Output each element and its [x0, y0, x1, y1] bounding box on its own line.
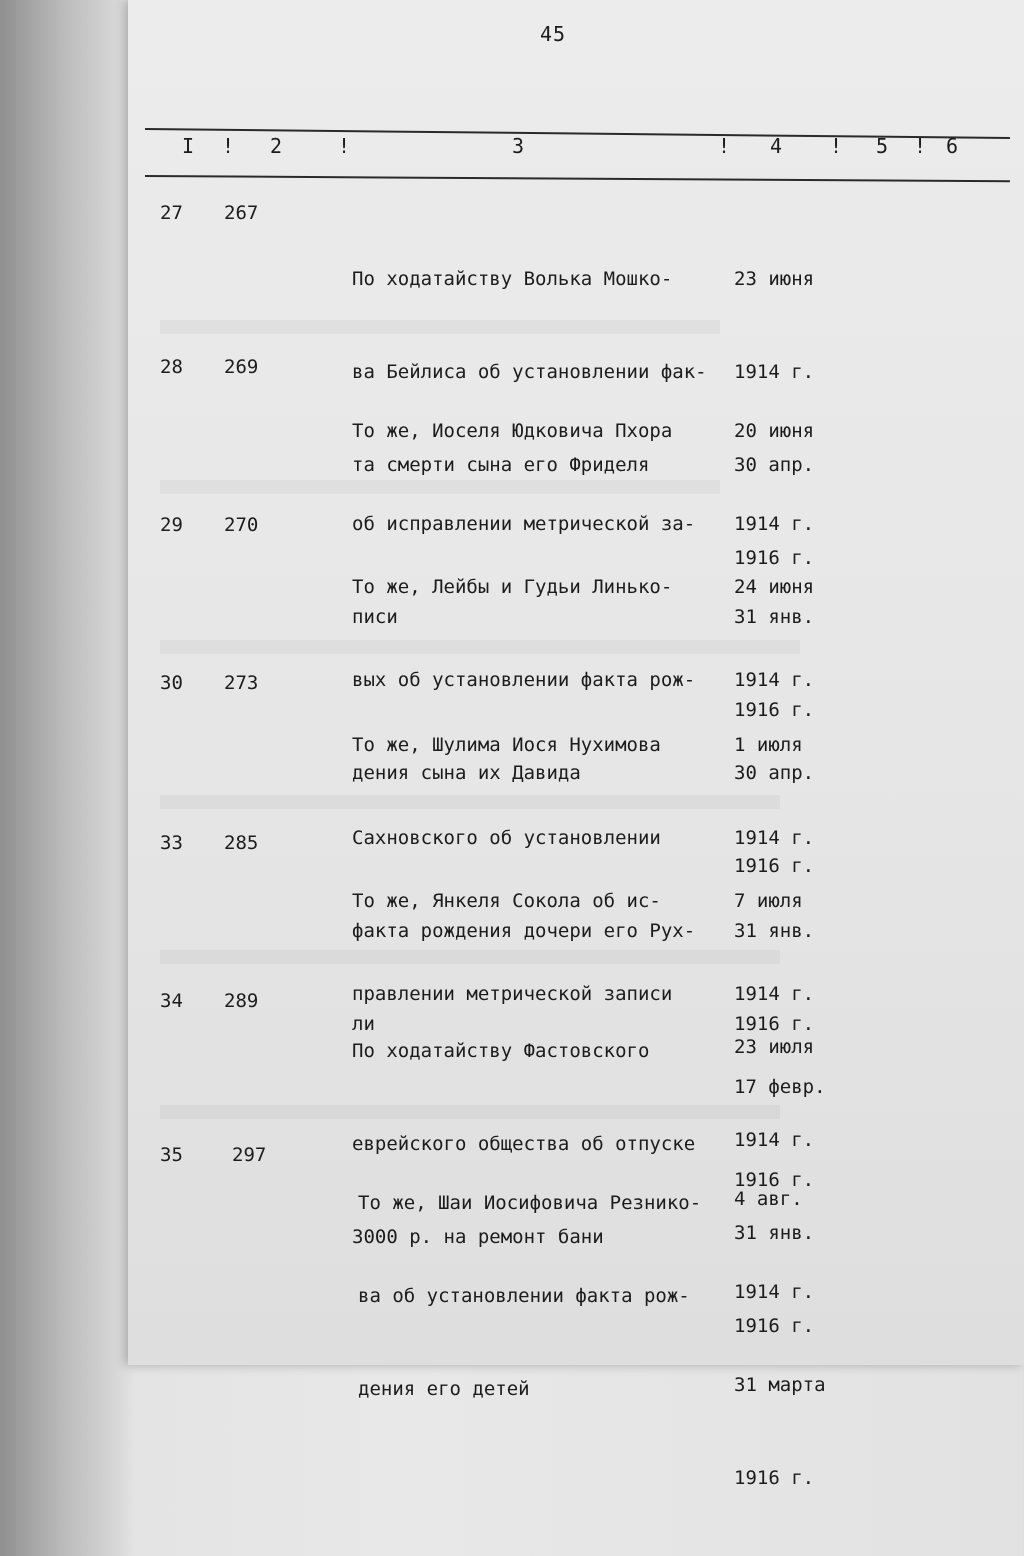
- case-number: 273: [224, 672, 259, 694]
- description-line: То же, Иоселя Юдковича Пхора: [352, 420, 673, 442]
- description-line: Сахновского об установлении: [352, 827, 661, 849]
- start-date: 1 июля: [734, 734, 803, 756]
- row-number: 34: [160, 990, 183, 1012]
- table-row: [0, 1140, 1024, 1489]
- start-date: 20 июня: [734, 420, 815, 442]
- end-date: 17 февр.: [734, 1076, 826, 1098]
- description-line: То же, Лейбы и Гудьи Линько-: [352, 576, 673, 598]
- description-line: По ходатайству Фастовского: [352, 1040, 650, 1062]
- column-separator: !: [222, 134, 235, 158]
- case-number: 289: [224, 990, 259, 1012]
- end-year: 1916 г.: [734, 699, 815, 721]
- description-line: правлении метрической записи: [352, 983, 673, 1005]
- start-year: 1914 г.: [734, 983, 815, 1005]
- start-year: 1914 г.: [734, 669, 815, 691]
- row-number: 33: [160, 832, 183, 854]
- end-date: 30 апр.: [734, 762, 815, 784]
- page-number: 45: [540, 22, 567, 46]
- column-separator: !: [914, 134, 927, 158]
- description-line: ва Бейлиса об установлении фак-: [352, 361, 707, 383]
- row-number: 28: [160, 356, 183, 378]
- description-line: То же, Шулима Иося Нухимова: [352, 734, 661, 756]
- case-number: 267: [224, 202, 259, 224]
- end-date: 31 марта: [734, 1374, 826, 1396]
- end-year: 1916 г.: [734, 1013, 815, 1035]
- column-3-header: 3: [512, 134, 525, 158]
- description-line: факта рождения дочери его Рух-: [352, 920, 696, 942]
- column-6-header: 6: [946, 134, 959, 158]
- description-line: То же, Янкеля Сокола об ис-: [352, 890, 661, 912]
- column-separator: !: [338, 134, 351, 158]
- row-number: 29: [160, 514, 183, 536]
- description-line: еврейского общества об отпуске: [352, 1133, 696, 1155]
- start-date: 23 июля: [734, 1036, 815, 1058]
- description-line: писи: [352, 606, 398, 628]
- end-year: 1916 г.: [734, 855, 815, 877]
- end-date: 31 янв.: [734, 920, 815, 942]
- column-separator: !: [718, 134, 731, 158]
- description-line: По ходатайству Волька Мошко-: [352, 268, 673, 290]
- end-year: 1916 г.: [734, 1315, 815, 1337]
- description-line: вых об установлении факта рож-: [352, 669, 696, 691]
- start-date: 7 июля: [734, 890, 803, 912]
- column-5-header: 5: [876, 134, 889, 158]
- case-number: 285: [224, 832, 259, 854]
- column-2-header: 2: [270, 134, 283, 158]
- start-year: 1914 г.: [734, 361, 815, 383]
- case-number: 269: [224, 356, 259, 378]
- start-year: 1914 г.: [734, 1129, 815, 1151]
- start-date: 4 авг.: [734, 1188, 803, 1210]
- row-number: 30: [160, 672, 183, 694]
- end-year: 1916 г.: [734, 547, 815, 569]
- start-year: 1914 г.: [734, 827, 815, 849]
- description-line: дения сына их Давида: [352, 762, 581, 784]
- end-date: 31 янв.: [734, 606, 815, 628]
- case-dates: [734, 1122, 844, 1556]
- end-date: 31 янв.: [734, 1222, 815, 1244]
- column-1-header: I: [182, 134, 195, 158]
- start-year: 1914 г.: [734, 513, 815, 535]
- column-4-header: 4: [770, 134, 783, 158]
- start-date: 23 июня: [734, 268, 815, 290]
- start-year: 1914 г.: [734, 1281, 815, 1303]
- end-year: 1916 г.: [734, 1169, 815, 1191]
- description-line: ва об установлении факта рож-: [358, 1285, 690, 1307]
- description-line: 3000 р. на ремонт бани: [352, 1226, 604, 1248]
- row-number: 27: [160, 202, 183, 224]
- case-description: [358, 1126, 738, 1467]
- description-line: То же, Шаи Иосифовича Резнико-: [358, 1192, 702, 1214]
- row-number: 35: [160, 1144, 183, 1166]
- case-number: 297: [232, 1144, 267, 1166]
- description-line: ли: [352, 1013, 375, 1035]
- description-line: та смерти сына его Фриделя: [352, 454, 650, 476]
- start-date: 24 июня: [734, 576, 815, 598]
- end-year: 1916 г.: [734, 1467, 815, 1489]
- description-line: дения его детей: [358, 1378, 530, 1400]
- column-separator: !: [830, 134, 843, 158]
- case-number: 270: [224, 514, 259, 536]
- end-date: 30 апр.: [734, 454, 815, 476]
- description-line: об исправлении метрической за-: [352, 513, 696, 535]
